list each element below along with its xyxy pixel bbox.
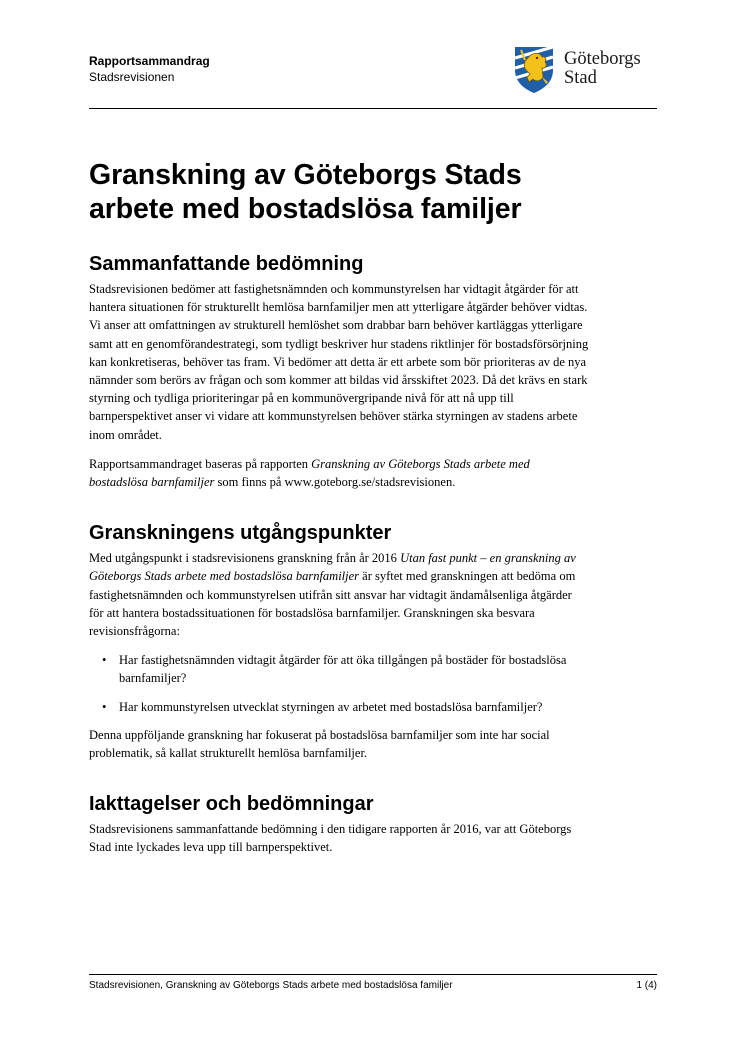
starting-p1-previous-report-title: Utan fast punkt – en granskning av Göteborgs Stads arbete med bostadslösa barnfamiljer — [89, 551, 576, 584]
bullet-icon: • — [102, 653, 107, 668]
section-heading-starting-points: Granskningens utgångspunkter — [89, 522, 392, 545]
department-label: Stadsrevisionen — [89, 70, 175, 84]
starting-points-paragraph-1 — [89, 549, 589, 640]
audit-question-2: Har kommunstyrelsen utvecklat styrningen av arbetet med bostadslösa barnfamiljer? — [119, 699, 543, 714]
header-divider — [89, 108, 657, 109]
document-body — [89, 158, 589, 857]
goteborgs-stad-logo — [512, 44, 662, 96]
summary-paragraph-1: Stadsrevisionen bedömer att fastighetsnämnden och kommunstyrelsen har vidtagit åtgärder för att hantera situationen för strukturellt hemlösa barnfamiljer men att ytterligare åtgärder behöver vidtas. Vi anser att omfattningen av strukturell hemlöshet som drabbar barn behöver kartläggas ytterligare samt att en genomförandestrategi, som tydligt beskriver hur stadens riktlinjer för bostadsförsörjning kan konkretiseras, behöver tas fram. Vi bedömer att detta är ett arbete som bör prioriteras av de nya nämnder som berörs av frågan och som kommer att bildas vid årsskiftet 2023. Då det krävs en stark styrning och tydliga prioriteringar på en kommunövergripande nivå för att nå upp till barnperspektivet anser vi vidare att kommunstyrelsen behöver stärka styrningen av stadens arbete inom området. — [89, 282, 589, 442]
list-item — [102, 698, 589, 716]
report-type-label: Rapportsammandrag — [89, 54, 210, 68]
bullet-icon: • — [102, 699, 107, 714]
logo-line-2: Stad — [564, 68, 597, 88]
footer-text: Stadsrevisionen, Granskning av Göteborgs Stads arbete med bostadslösa familjer — [89, 980, 453, 991]
starting-p1-text-start: Med utgångspunkt i stadsrevisionens granskning från år 2016 — [89, 551, 401, 566]
observations-paragraph-1: Stadsrevisionens sammanfattande bedömning i den tidigare rapporten år 2016, var att Göteborgs Stad inte lyckades leva upp till barnperspektivet. — [89, 822, 572, 855]
audit-questions-list — [89, 651, 589, 716]
summary-p2-text-start: Rapportsammandraget baseras på rapporten — [89, 456, 312, 471]
section-heading-summary: Sammanfattande bedömning — [89, 253, 364, 275]
goteborgs-stad-crest-icon — [512, 44, 556, 94]
starting-points-paragraph-2: Denna uppföljande granskning har fokuserat på bostadslösa barnfamiljer som inte har social problematik, så kallat strukturellt hemlösa barnfamiljer. — [89, 727, 550, 761]
audit-question-1: Har fastighetsnämnden vidtagit åtgärder för att öka tillgången på bostäder för bostadslösa barnfamiljer? — [119, 653, 567, 686]
page-number: 1 (4) — [636, 980, 657, 991]
summary-p2-report-title: Granskning av Göteborgs Stads arbete med bostadslösa barnfamiljer — [89, 456, 530, 490]
summary-paragraph-2 — [89, 455, 589, 491]
list-item — [102, 651, 589, 687]
logo-line-1: Göteborgs — [564, 49, 641, 69]
page-header — [89, 53, 210, 85]
footer-divider — [89, 974, 657, 975]
summary-p2-text-end: som finns på www.goteborg.se/stadsrevisionen. — [214, 475, 456, 490]
starting-p1-text-end: är syftet med granskningen att bedöma om fastighetsnämnden och kommunstyrelsen utifrån sitt ansvar har vidtagit ändamålsenliga åtgärder för att hantera bostadssituationen för bostadslösa barnfamiljer. Granskningen ska besvara revisionsfrågorna: — [89, 569, 576, 639]
document-title: Granskning av Göteborgs Stads arbete med bostadslösa familjer — [89, 159, 522, 225]
logo-wordmark — [564, 50, 641, 88]
section-heading-observations: Iakttagelser och bedömningar — [89, 793, 374, 816]
